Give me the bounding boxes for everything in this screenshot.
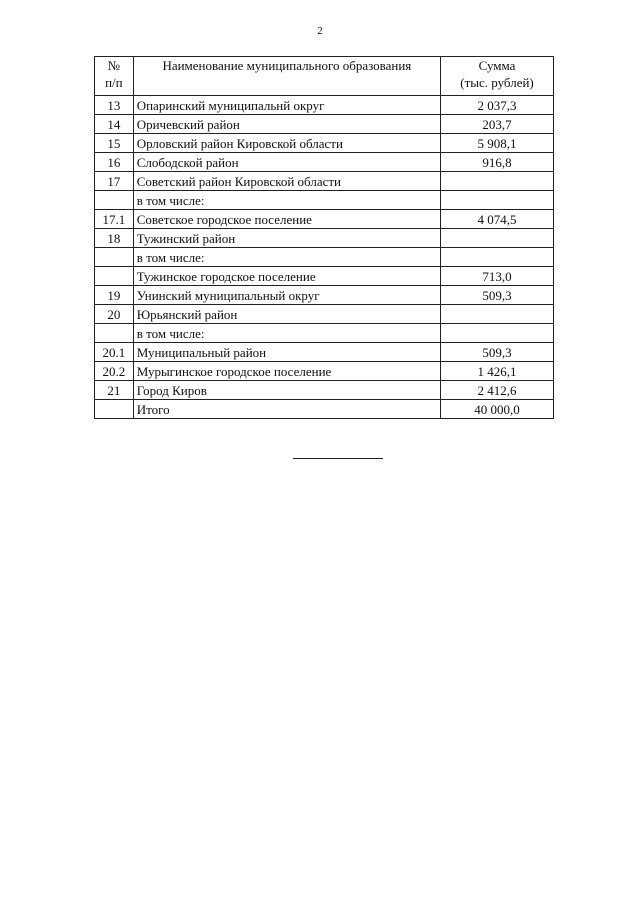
row-number: 21: [95, 381, 134, 400]
table-row: [95, 362, 554, 381]
row-sum: 2 412,6: [441, 381, 554, 400]
row-name: в том числе:: [133, 324, 440, 343]
table-row: [95, 286, 554, 305]
row-sum: [441, 172, 554, 191]
row-number: 14: [95, 115, 134, 134]
table-body: [95, 96, 554, 419]
header-number: [95, 57, 134, 96]
table-row: [95, 343, 554, 362]
row-name: Унинский муниципальный округ: [133, 286, 440, 305]
header-row: [95, 57, 554, 96]
table-row: [95, 267, 554, 286]
row-number: 20.1: [95, 343, 134, 362]
table-row: [95, 229, 554, 248]
table-header: [95, 57, 554, 96]
row-sum: 509,3: [441, 286, 554, 305]
table-row: [95, 134, 554, 153]
end-divider: [293, 458, 383, 459]
row-number: 20: [95, 305, 134, 324]
row-number: 20.2: [95, 362, 134, 381]
row-number: [95, 400, 134, 419]
row-number: 17.1: [95, 210, 134, 229]
row-sum: 5 908,1: [441, 134, 554, 153]
header-number-symbol: №: [107, 58, 121, 73]
table-row: [95, 210, 554, 229]
header-sum-unit: (тыс. рублей): [460, 75, 534, 90]
row-number: [95, 248, 134, 267]
header-number-abbrev: п/п: [105, 75, 123, 90]
row-name: Опаринский муниципальнй округ: [133, 96, 440, 115]
row-sum: 2 037,3: [441, 96, 554, 115]
page-number: 2: [317, 25, 323, 37]
row-name: Оричевский район: [133, 115, 440, 134]
row-sum: [441, 248, 554, 267]
row-number: 13: [95, 96, 134, 115]
row-name: в том числе:: [133, 248, 440, 267]
row-sum: [441, 229, 554, 248]
row-sum: 509,3: [441, 343, 554, 362]
header-name: Наименование муниципального образования: [133, 57, 440, 96]
row-sum: 713,0: [441, 267, 554, 286]
table-row: [95, 153, 554, 172]
row-number: 19: [95, 286, 134, 305]
row-sum: [441, 191, 554, 210]
row-sum: [441, 305, 554, 324]
table-row: [95, 96, 554, 115]
row-number: [95, 191, 134, 210]
total-sum: 40 000,0: [441, 400, 554, 419]
row-name: Слободской район: [133, 153, 440, 172]
row-number: [95, 267, 134, 286]
table-row: [95, 172, 554, 191]
header-sum-title: Сумма: [478, 58, 516, 73]
table-row: [95, 381, 554, 400]
row-name: Орловский район Кировской области: [133, 134, 440, 153]
row-sum: [441, 324, 554, 343]
table-row: [95, 324, 554, 343]
row-number: [95, 324, 134, 343]
row-number: 16: [95, 153, 134, 172]
table-row: [95, 191, 554, 210]
total-label: Итого: [133, 400, 440, 419]
row-name: в том числе:: [133, 191, 440, 210]
total-row: [95, 400, 554, 419]
table-row: [95, 115, 554, 134]
row-name: Советский район Кировской области: [133, 172, 440, 191]
row-sum: 916,8: [441, 153, 554, 172]
row-name: Юрьянский район: [133, 305, 440, 324]
row-sum: 1 426,1: [441, 362, 554, 381]
row-name: Советское городское поселение: [133, 210, 440, 229]
row-name: Город Киров: [133, 381, 440, 400]
row-name: Тужинское городское поселение: [133, 267, 440, 286]
row-sum: 203,7: [441, 115, 554, 134]
row-number: 17: [95, 172, 134, 191]
row-name: Муниципальный район: [133, 343, 440, 362]
row-name: Тужинский район: [133, 229, 440, 248]
table-row: [95, 248, 554, 267]
header-sum: [441, 57, 554, 96]
table-row: [95, 305, 554, 324]
row-name: Мурыгинское городское поселение: [133, 362, 440, 381]
row-sum: 4 074,5: [441, 210, 554, 229]
row-number: 18: [95, 229, 134, 248]
row-number: 15: [95, 134, 134, 153]
allocation-table: [94, 56, 554, 419]
